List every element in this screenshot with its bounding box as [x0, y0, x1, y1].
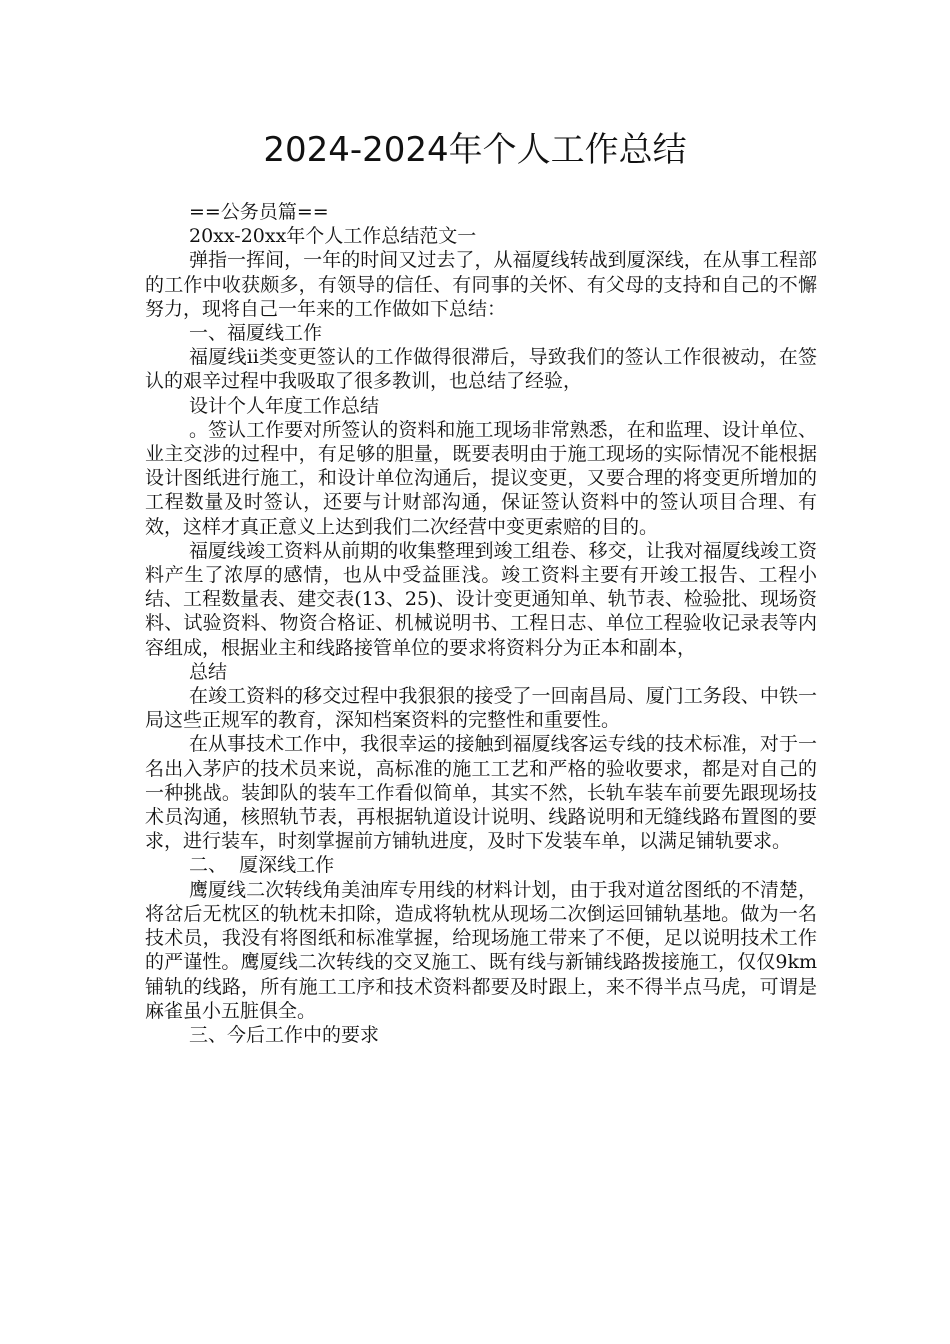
heading-fuxia-line: 一、福厦线工作: [189, 322, 323, 345]
subtitle-line: 20xx-20xx年个人工作总结范文一: [189, 225, 477, 248]
document-body: [145, 200, 817, 1047]
paragraph: 鹰厦线二次转线角美油库专用线的材料计划，由于我对道岔图纸的不清楚，将岔后无枕区的轨枕未扣除，造成将轨枕从现场二次倒运回铺轨基地。做为一名技术员，我没有将图纸和标准掌握，给现场施工带来了不便，足以说明技术工作的严谨性。鹰厦线二次转线的交叉施工、既有线与新铺线路拨接施工，仅仅9km铺轨的线路，所有施工工序和技术资料都要及时跟上，来不得半点马虎，可谓是麻雀虽小五脏俱全。: [145, 878, 817, 1022]
paragraph: 在竣工资料的移交过程中我狠狠的接受了一回南昌局、厦门工务段、中铁一局这些正规军的教育，深知档案资料的完整性和重要性。: [145, 685, 817, 732]
intro-paragraph: 弹指一挥间，一年的时间又过去了，从福厦线转战到厦深线，在从事工程部的工作中收获颇多，有领导的信任、有同事的关怀、有父母的支持和自己的不懈努力，现将自己一年来的工作做如下总结：: [145, 249, 817, 320]
section-label: ==公务员篇==: [189, 201, 329, 223]
heading-xiashen-line: 二、 厦深线工作: [189, 854, 335, 877]
document-title: 2024-2024年个人工作总结: [263, 130, 687, 170]
paragraph: 福厦线ii类变更签认的工作做得很滞后，导致我们的签认工作很被动，在签认的艰辛过程中我吸取了很多教训，也总结了经验，: [145, 346, 817, 393]
paragraph: 。签认工作要对所签认的资料和施工现场非常熟悉，在和监理、设计单位、业主交涉的过程中，有足够的胆量，既要表明由于施工现场的实际情况不能根据设计图纸进行施工，和设计单位沟通后，提议变更，又要合理的将变更所增加的工程数量及时签认，还要与计财部沟通，保证签认资料中的签认项目合理、有效，这样才真正意义上达到我们二次经营中变更索赔的目的。: [145, 418, 817, 538]
paragraph: 福厦线竣工资料从前期的收集整理到竣工组卷、移交，让我对福厦线竣工资料产生了浓厚的感情，也从中受益匪浅。竣工资料主要有开竣工报告、工程小结、工程数量表、建交表(13、25)、设计变更通知单、轨节表、检验批、现场资料、试验资料、物资合格证、机械说明书、工程日志、单位工程验收记录表等内容组成，根据业主和线路接管单位的要求将资料分为正本和副本，: [145, 539, 817, 659]
paragraph: 在从事技术工作中，我很幸运的接触到福厦线客运专线的技术标准，对于一名出入茅庐的技术员来说，高标准的施工工艺和严格的验收要求，都是对自己的一种挑战。装卸队的装车工作看似简单，其实不然，长轨车装车前要先跟现场技术员沟通，核照轨节表，再根据轨道设计说明、线路说明和无缝线路布置图的要求，进行装车，时刻掌握前方铺轨进度，及时下发装车单，以满足铺轨要求。: [145, 733, 817, 853]
inline-heading: 总结: [189, 660, 228, 683]
heading-future-requirements: 三、今后工作中的要求: [189, 1023, 380, 1046]
inline-heading: 设计个人年度工作总结: [189, 394, 380, 417]
